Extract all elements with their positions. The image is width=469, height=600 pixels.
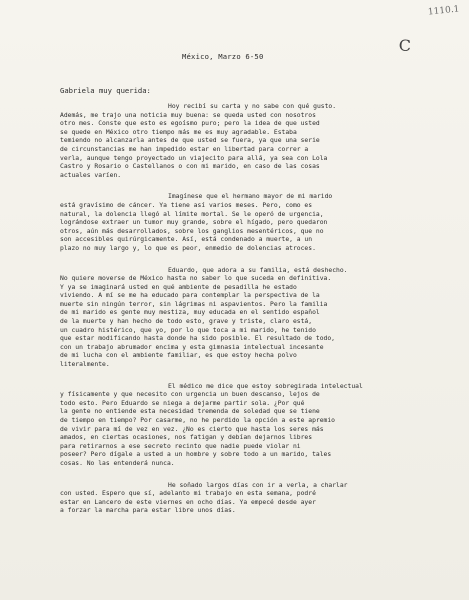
- letter-date: México, Marzo 6-50: [182, 52, 264, 61]
- letter-line: Imagínese que el hermano mayor de mi marido: [168, 193, 333, 201]
- letter-line: Eduardo, que adora a su familia, está deshecho.: [168, 266, 348, 274]
- letter-line: Además, me trajo una noticia muy buena: se queda usted con nosotros: [60, 111, 316, 119]
- letter-line: a forzar la marcha para estar libre unos días.: [60, 507, 236, 515]
- letter-line: El médico me dice que estoy sobregirada intelectual: [168, 382, 363, 390]
- letter-line: He soñado largos días con ir a verla, a charlar: [168, 481, 348, 489]
- letter-line: Castro y Rosario o Castellanos o con mi marido, en caso de las cosas: [60, 163, 320, 171]
- letter-line: de mi lucha con el ambiente familiar, es que estoy hecha polvo: [60, 352, 297, 360]
- letter-line: Hoy recibí su carta y no sabe con qué gusto.: [168, 103, 337, 110]
- letter-line: temiendo no alcanzarla antes de que usted se fuera, ya que una serie: [60, 137, 320, 145]
- letter-paragraph: [60, 482, 442, 516]
- letter-line: literalmente.: [60, 361, 110, 369]
- letter-line: con usted. Espero que sí, adelanto mi trabajo en esta semana, podré: [60, 490, 316, 498]
- letter-line: viviendo. A mí se me ha educado para contemplar la perspectiva de la: [60, 292, 320, 300]
- letter-line: de la muerte y han hecho de todo esto, grave y triste, claro está,: [60, 318, 313, 326]
- letter-line: está gravísimo de cáncer. Ya tiene así varios meses. Pero, como es: [60, 201, 313, 209]
- letter-line: lográndose extraer un tumor muy grande, sobre el hígado, pero quedaron: [60, 219, 328, 227]
- letter-line: todo esto. Pero Eduardo se niega a dejarme partir sola. ¿Por qué: [60, 399, 305, 407]
- letter-line: para retirarnos a ese secreto recinto que nadie puede violar ni: [60, 442, 301, 450]
- letter-line: muerte sin ningún terror, sin lágrimas ni aspavientos. Pero la familia: [60, 300, 328, 308]
- letter-body: [60, 103, 442, 529]
- letter-line: son accesibles quirúrgicamente. Así, está condenado a muerte, a un: [60, 236, 313, 244]
- letter-paragraph: [60, 383, 442, 469]
- letter-line: un cuadro histérico, que yo, por lo que toca a mi marido, he tenido: [60, 326, 316, 334]
- letter-line: natural, la dolencia llegó al límite mortal. Se le operó de urgencia,: [60, 210, 324, 218]
- letter-line: otro mes. Conste que esto es egoísmo puro; pero la idea de que usted: [60, 120, 320, 128]
- archive-page-number: 1110.1: [427, 4, 460, 18]
- letter-line: la gente no entiende esta necesidad tremenda de soledad que se tiene: [60, 408, 320, 416]
- letter-line: de vivir para mí de vez en vez. ¿No es cierto que hasta los seres más: [60, 425, 324, 433]
- letter-line: con un trabajo abrumador encima y esta gimnasia intelectual incesante: [60, 343, 324, 351]
- letter-line: Y ya se imaginará usted en qué ambiente de pesadilla he estado: [60, 283, 297, 291]
- letter-salutation: Gabriela muy querida:: [60, 86, 151, 95]
- letter-line: otros, aún más desarrollados, sobre los ganglios mesentéricos, que no: [60, 227, 324, 235]
- letter-paragraph: [60, 193, 442, 253]
- letter-line: plazo no muy largo y, lo que es peor, enmedio de dolencias atroces.: [60, 244, 316, 252]
- handwritten-mark: C: [398, 36, 411, 55]
- letter-line: de mi marido es gente muy mestiza, muy educada en el sentido español: [60, 309, 320, 317]
- letter-line: de circunstancias me han impedido estar en libertad para correr a: [60, 145, 309, 153]
- letter-line: de tiempo en tiempo? Por casarme, no he perdido la opción a este apremio: [60, 417, 335, 424]
- letter-line: No quiere moverse de México hasta no saber lo que suceda en definitiva.: [60, 275, 332, 283]
- letter-line: amados, en ciertas ocasiones, nos fatigan y debían dejarnos libres: [60, 434, 313, 442]
- letter-line: cosas. No las entenderá nunca.: [60, 459, 175, 467]
- letter-line: estar en Lancero de este viernes en ocho días. Ya empecé desde ayer: [60, 498, 316, 506]
- letter-line: poseer? Pero dígale a usted a un hombre y sobre todo a un marido, tales: [60, 451, 332, 459]
- letter-line: y físicamente y que necesito con urgencia un buen descanso, lejos de: [60, 391, 320, 399]
- letter-line: se quede en México otro tiempo más me es muy agradable. Estaba: [60, 128, 297, 136]
- letter-line: actuales varíen.: [60, 171, 122, 179]
- letter-paragraph: [60, 267, 442, 370]
- letter-line: que estar modificando hasta donde ha sido posible. El resultado de todo,: [60, 335, 335, 343]
- letter-line: verla, aunque tengo proyectado un viajecito para allá, ya sea con Lola: [60, 154, 328, 162]
- letter-paragraph: [60, 103, 442, 180]
